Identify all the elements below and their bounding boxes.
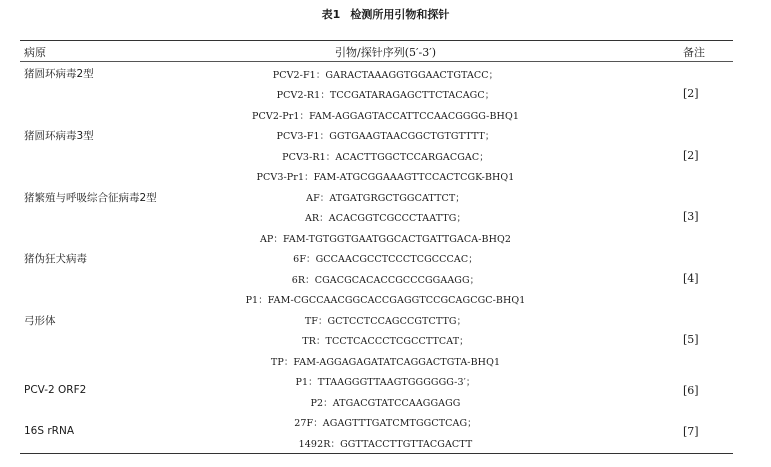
pathogen-cell: 猪圆环病毒2型	[24, 68, 94, 80]
sequence-cell: PCV3-R1：ACACTTGGCTCCARGACGAC；	[282, 152, 489, 163]
table-number: 表1	[321, 8, 341, 21]
sequence-cell: PCV2-Pr1：FAM-AGGAGTACCATTCCAACGGGG-BHQ1	[252, 111, 519, 122]
sequence-cell: AF：ATGATGRGCTGGCATTCT；	[306, 193, 465, 204]
sequence-cell: PCV2-F1：GARACTAAAGGTGGAACTGTACC；	[272, 70, 499, 81]
sequence-cell: PCV3-Pr1：FAM-ATGCGGAAAGTTCCACTCGK-BHQ1	[256, 172, 515, 183]
reference-cell: [3]	[683, 210, 699, 223]
reference-cell: [2]	[683, 87, 699, 100]
sequence-cell: 6R：CGACGCACACCGCCCGGAAGG；	[291, 275, 480, 286]
sequence-cell: P1：FAM-CGCCAACGGCACCGAGGTCCGCAGCGC-BHQ1	[245, 295, 526, 306]
pathogen-cell: 猪伪狂犬病毒	[24, 253, 87, 265]
sequence-cell: P1：TTAAGGGTTAAGTGGGGGG-3′；	[295, 377, 476, 388]
table-bottom-rule	[20, 453, 733, 454]
sequence-cell: AR：ACACGGTCGCCCTAATTG；	[304, 213, 467, 224]
sequence-cell: P2：ATGACGTATCCAAGGAGG	[310, 398, 461, 409]
sequence-cell: PCV2-R1：TCCGATARAGAGCTTCTACAGC；	[276, 90, 495, 101]
sequence-cell: TP：FAM-AGGAGAGATATCAGGACTGTA-BHQ1	[270, 357, 501, 368]
pathogen-cell: 猪圆环病毒3型	[24, 130, 94, 142]
table-caption	[0, 6, 771, 22]
sequence-cell: 27F：AGAGTTTGATCMTGGCTCAG；	[294, 418, 477, 429]
reference-cell: [4]	[683, 272, 699, 285]
sequence-cell: TF：GCTCCTCCAGCCGTCTTG；	[304, 316, 467, 327]
header-pathogen: 病原	[24, 46, 46, 59]
pathogen-cell: 16S rRNA	[24, 425, 75, 437]
header-sequence: 引物/探针序列(5′-3′)	[335, 46, 436, 59]
table-title: 检测所用引物和探针	[350, 8, 450, 21]
pathogen-cell: 猪繁殖与呼吸综合征病毒2型	[24, 192, 157, 204]
reference-cell: [7]	[683, 425, 699, 438]
sequence-cell: TR：TCCTCACCCTCGCCTTCAT；	[302, 336, 469, 347]
header-note: 备注	[683, 46, 705, 59]
reference-cell: [2]	[683, 149, 699, 162]
reference-cell: [6]	[683, 384, 699, 397]
sequence-cell: 6F：GCCAACGCCTCCCTCGCCCAC；	[293, 254, 478, 265]
sequence-cell: 1492R：GGTTACCTTGTTACGACTT	[298, 439, 473, 450]
sequence-cell: PCV3-F1：GGTGAAGTAACGGCTGTGTTTT；	[276, 131, 495, 142]
table-top-rule	[20, 40, 733, 41]
pathogen-cell: 弓形体	[24, 315, 56, 327]
sequence-cell: AP：FAM-TGTGGTGAATGGCACTGATTGACA-BHQ2	[259, 234, 512, 245]
table-header-rule	[20, 61, 733, 62]
pathogen-cell: PCV-2 ORF2	[24, 384, 87, 396]
reference-cell: [5]	[683, 333, 699, 346]
